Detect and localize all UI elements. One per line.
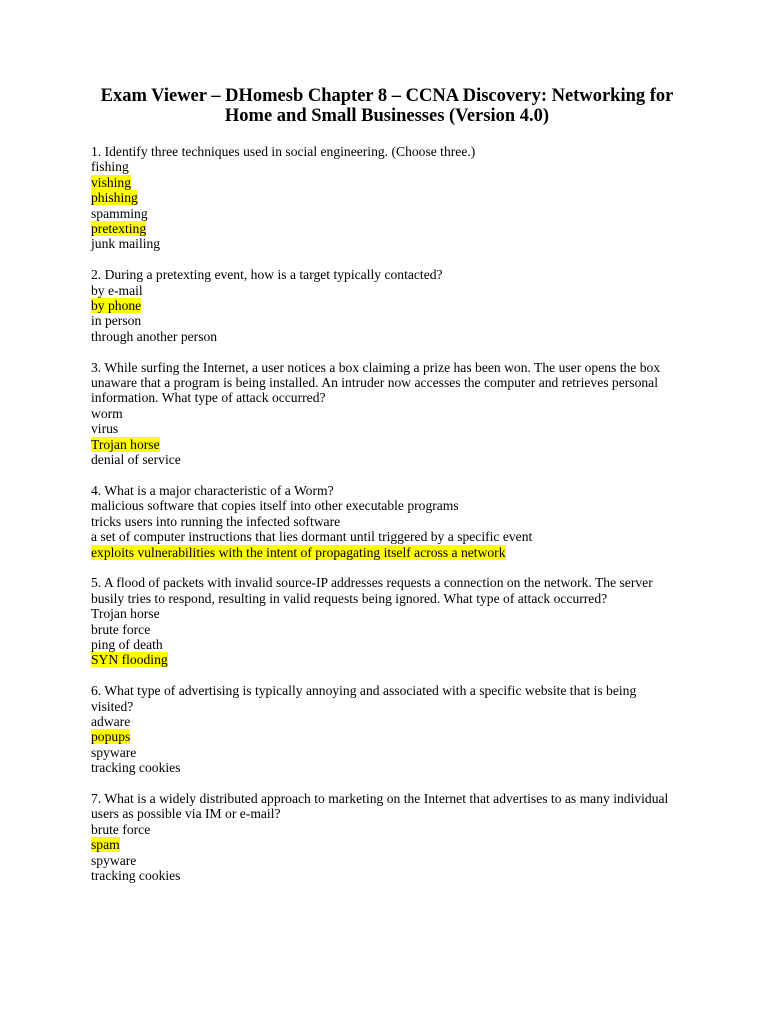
answer-option-label: spyware — [91, 852, 137, 868]
answer-option — [91, 159, 681, 174]
answer-option-label: exploits vulnerabilities with the intent of propagating itself across a network — [91, 544, 506, 560]
answer-option — [91, 498, 681, 513]
question-text: 4. What is a major characteristic of a Worm? — [91, 482, 334, 498]
answer-option-label: tricks users into running the infected software — [91, 513, 341, 529]
answer-option-label: fishing — [91, 159, 129, 175]
question-5 — [91, 575, 681, 667]
answer-option — [91, 637, 681, 652]
answer-option-label: tracking cookies — [91, 760, 181, 776]
question-text: 1. Identify three techniques used in social engineering. (Choose three.) — [91, 144, 476, 159]
question-1 — [91, 144, 681, 252]
answer-option-label: spamming — [91, 205, 148, 221]
answer-option-label: tracking cookies — [91, 868, 181, 883]
answer-option — [91, 529, 681, 544]
answer-option-label: junk mailing — [91, 236, 161, 252]
answer-option-label: spyware — [91, 744, 137, 760]
answer-option — [91, 514, 681, 529]
answer-option — [91, 452, 681, 467]
question-4 — [91, 483, 681, 560]
answer-option-label: through another person — [91, 328, 218, 344]
answer-option-label: phishing — [91, 190, 138, 206]
question-text: 3. While surfing the Internet, a user notices a box claiming a prize has been won. The user opens the box unaware that a program is being installed. An intruder now accesses the computer and retrieves personal information. What type of attack occurred? — [91, 359, 661, 406]
answer-option-label: a set of computer instructions that lies dormant until triggered by a specific event — [91, 529, 533, 545]
answer-option-label: Trojan horse — [91, 606, 160, 622]
answer-option-label: in person — [91, 313, 142, 329]
answer-option-correct — [91, 175, 681, 190]
question-text: 6. What type of advertising is typically annoying and associated with a specific website that is being visited? — [91, 683, 637, 714]
question-list — [91, 144, 681, 883]
answer-option — [91, 868, 681, 883]
answer-option-correct — [91, 652, 681, 667]
answer-option-label: worm — [91, 405, 123, 421]
answer-option-label: ping of death — [91, 636, 163, 652]
answer-option-label: denial of service — [91, 452, 181, 468]
question-2 — [91, 267, 681, 344]
answer-option-correct — [91, 545, 681, 560]
answer-option-label: adware — [91, 713, 131, 729]
answer-option — [91, 745, 681, 760]
answer-option-label: vishing — [91, 174, 132, 190]
answer-option-label: SYN flooding — [91, 652, 168, 668]
answer-option-correct — [91, 437, 681, 452]
answer-option — [91, 606, 681, 621]
answer-option-label: spam — [91, 837, 120, 853]
answer-option — [91, 206, 681, 221]
question-7 — [91, 791, 681, 883]
answer-option-correct — [91, 729, 681, 744]
answer-option-correct — [91, 221, 681, 236]
answer-option-correct — [91, 190, 681, 205]
answer-option — [91, 853, 681, 868]
answer-option-label: brute force — [91, 821, 151, 837]
answer-option — [91, 760, 681, 775]
answer-option-label: virus — [91, 421, 119, 437]
answer-option — [91, 329, 681, 344]
answer-option-label: by phone — [91, 298, 142, 314]
answer-option — [91, 236, 681, 251]
answer-option — [91, 313, 681, 328]
question-text: 7. What is a widely distributed approach to marketing on the Internet that advertises to as many individual users as possible via IM or e-mail? — [91, 790, 669, 822]
answer-option-correct — [91, 837, 681, 852]
answer-option-label: by e-mail — [91, 282, 143, 298]
answer-option — [91, 822, 681, 837]
question-3 — [91, 360, 681, 468]
question-text: 5. A flood of packets with invalid source-IP addresses requests a connection on the network. The server busily tries to respond, resulting in valid requests being ignored. What type of attack occurred? — [91, 575, 653, 606]
answer-option-label: pretexting — [91, 221, 147, 237]
answer-option — [91, 714, 681, 729]
document-page — [91, 86, 681, 899]
answer-option-label: popups — [91, 729, 131, 745]
question-text: 2. During a pretexting event, how is a target typically contacted? — [91, 267, 443, 283]
answer-option — [91, 622, 681, 637]
document-title: Exam Viewer – DHomesb Chapter 8 – CCNA Discovery: Networking for Home and Small Businesses (Version 4.0) — [100, 86, 674, 126]
answer-option — [91, 421, 681, 436]
answer-option — [91, 406, 681, 421]
answer-option-label: Trojan horse — [91, 436, 160, 452]
answer-option — [91, 283, 681, 298]
answer-option-label: brute force — [91, 621, 151, 637]
answer-option-label: malicious software that copies itself into other executable programs — [91, 498, 459, 514]
answer-option-correct — [91, 298, 681, 313]
question-6 — [91, 683, 681, 775]
